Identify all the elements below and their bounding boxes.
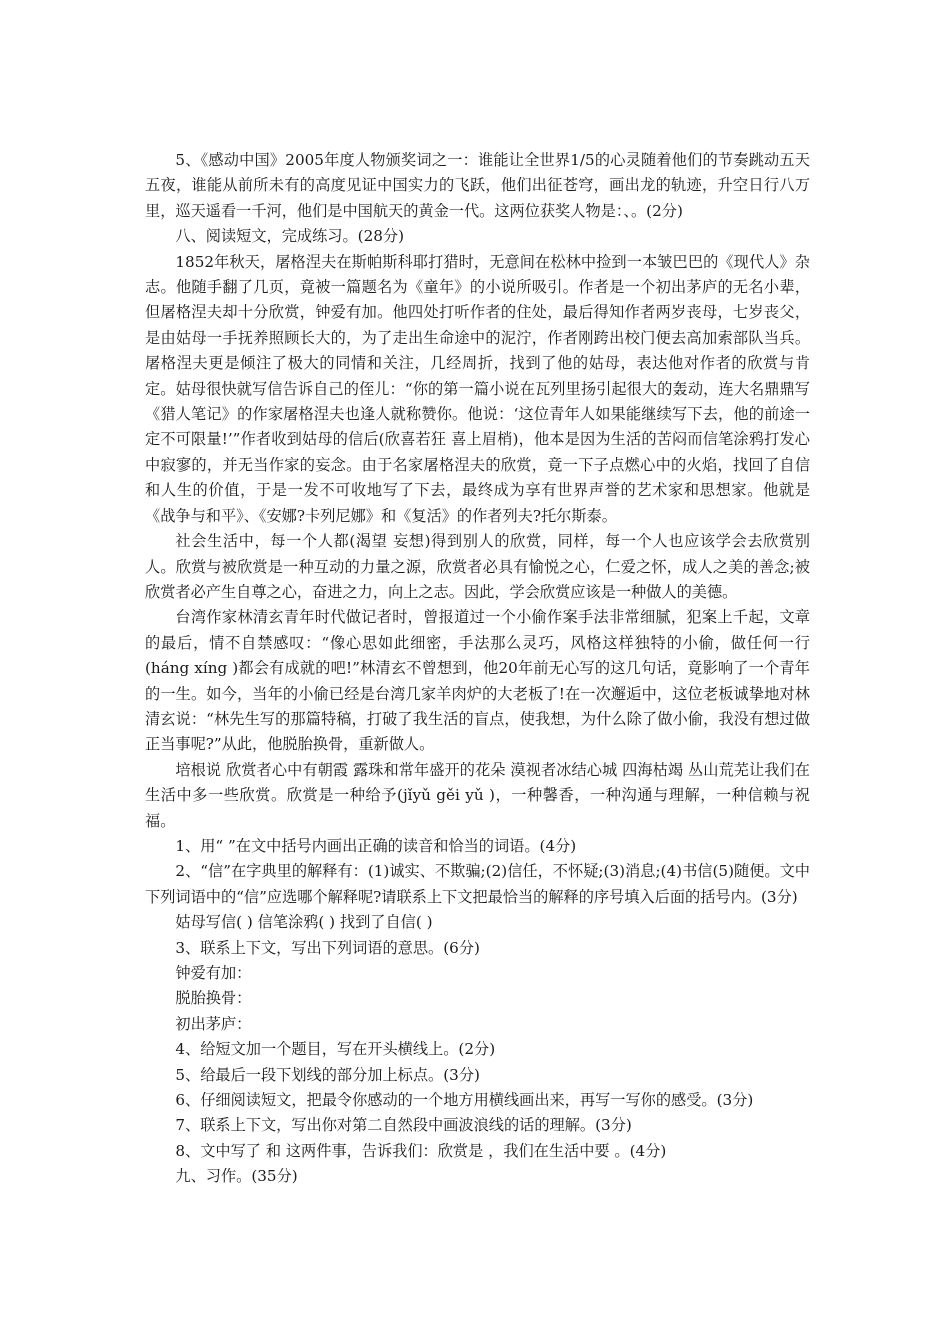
passage-paragraph-1: 1852年秋天，屠格涅夫在斯帕斯科耶打猎时，无意间在松林中捡到一本皱巴巴的《现代人》杂志。他随手翻了几页，竟被一篇题名为《童年》的小说所吸引。作者是一个初出茅庐的无名小辈，但屠格涅夫却十分欣赏，钟爱有加。他四处打听作者的住处，最后得知作者两岁丧母，七岁丧父，是由姑母一手抚养照顾长大的，为了走出生命途中的泥泞，作者刚跨出校门便去高加索部队当兵。屠格涅夫更是倾注了极大的同情和关注，几经周折，找到了他的姑母，表达他对作者的欣赏与肯定。姑母很快就写信告诉自己的侄儿：“你的第一篇小说在瓦列里扬引起很大的轰动，连大名鼎鼎写《猎人笔记》的作家屠格涅夫也逢人就称赞你。他说：‘这位青年人如果能继续写下去，他的前途一定不可限量!’”作者收到姑母的信后(欣喜若狂 喜上眉梢)，他本是因为生活的苦闷而信笔涂鸦打发心中寂寥的，并无当作家的妄念。由于名家屠格涅夫的欣赏，竟一下子点燃心中的火焰，找回了自信和人生的价值，于是一发不可收地写了下去，最终成为享有世界声誉的艺术家和思想家。他就是《战争与和平》、《安娜?卡列尼娜》和《复活》的作者列夫?托尔斯泰。 bbox=[145, 252, 810, 525]
question-2: 2、“信”在字典里的解释有：(1)诚实、不欺骗;(2)信任，不怀疑;(3)消息;(4)书信(5)随便。文中下列词语中的“信”应选哪个解释呢?请联系上下文把最恰当的解释的序号填入后面的括号内。(3分) bbox=[145, 862, 810, 906]
question-7: 7、联系上下文，写出你对第二自然段中画波浪线的话的理解。(3分) bbox=[175, 1116, 632, 1135]
question-6: 6、仔细阅读短文，把最令你感动的一个地方用横线画出来，再写一写你的感受。(3分) bbox=[175, 1091, 754, 1110]
question-3-item-b: 脱胎换骨： bbox=[175, 989, 252, 1008]
document-page bbox=[145, 148, 810, 1190]
question-3: 3、联系上下文，写出下列词语的意思。(6分) bbox=[175, 938, 480, 957]
section-8-title: 八、阅读短文，完成练习。(28分) bbox=[175, 227, 405, 246]
question-1: 1、用“ ”在文中括号内画出正确的读音和恰当的词语。(4分) bbox=[175, 836, 577, 855]
question-5-punctuation: 5、给最后一段下划线的部分加上标点。(3分) bbox=[175, 1065, 480, 1084]
section-9-title: 九、习作。(35分) bbox=[175, 1167, 298, 1186]
passage-paragraph-2: 社会生活中，每一个人都(渴望 妄想)得到别人的欣赏，同样，每一个人也应该学会去欣赏别人。欣赏与被欣赏是一种互动的力量之源，欣赏者必具有愉悦之心，仁爱之怀，成人之美的善念;被欣赏者必产生自尊之心，奋进之力，向上之志。因此，学会欣赏应该是一种做人的美德。 bbox=[145, 532, 810, 601]
question-3-item-c: 初出茅庐： bbox=[175, 1014, 252, 1033]
question-3-item-a: 钟爱有加： bbox=[175, 964, 252, 982]
passage-paragraph-3: 台湾作家林清玄青年时代做记者时，曾报道过一个小偷作案手法非常细腻，犯案上千起，文章的最后，情不自禁感叹：“像心思如此细密，手法那么灵巧，风格这样独特的小偷，做任何一行(háng xíng )都会有成就的吧!”林清玄不曾想到，他20年前无心写的这几句话，竟影响了一个青年的一生。如今，当年的小偷已经是台湾几家羊肉炉的大老板了!在一次邂逅中，这位老板诚挚地对林清玄说：“林先生写的那篇特稿，打破了我生活的盲点，使我想，为什么除了做小偷，我没有想过做正当事呢?”从此，他脱胎换骨，重新做人。 bbox=[145, 608, 810, 754]
question-4: 4、给短文加一个题目，写在开头横线上。(2分) bbox=[175, 1040, 496, 1059]
question-8: 8、文中写了 和 这两件事，告诉我们：欣赏是 ，我们在生活中要 。(4分) bbox=[175, 1141, 667, 1160]
passage-paragraph-4: 培根说 欣赏者心中有朝霞 露珠和常年盛开的花朵 漠视者冰结心城 四海枯竭 丛山荒芜让我们在生活中多一些欣赏。欣赏是一种给予(jǐyǔ gěi yǔ )，一种馨香，一种沟通与理解，一种信赖与祝福。 bbox=[145, 760, 810, 830]
question-2-items: 姑母写信( ) 信笔涂鸦( ) 找到了自信( ) bbox=[175, 913, 433, 932]
question-5: 5、《感动中国》2005年度人物颁奖词之一：谁能让全世界1/5的心灵随着他们的节奏跳动五天五夜，谁能从前所未有的高度见证中国实力的飞跃，他们出征苍穹，画出龙的轨迹，升空日行八万里，巡天遥看一千河，他们是中国航天的黄金一代。这两位获奖人物是：、。(2分) bbox=[145, 151, 810, 220]
